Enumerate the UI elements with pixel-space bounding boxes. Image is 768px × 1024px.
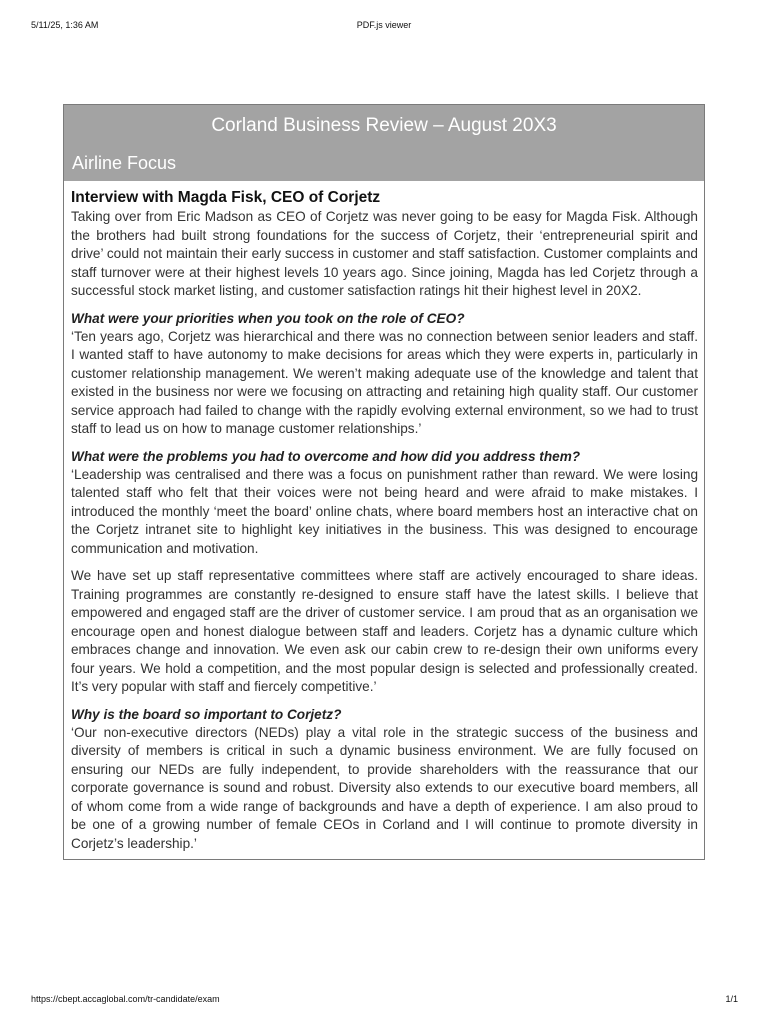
question-3: Why is the board so important to Corjetz? xyxy=(71,706,342,722)
print-footer xyxy=(0,994,768,1006)
question-1: What were your priorities when you took on the role of CEO? xyxy=(71,310,465,326)
print-page-number: 1/1 xyxy=(725,994,738,1004)
article-content xyxy=(64,181,704,859)
title-band xyxy=(64,105,704,181)
question-2: What were the problems you had to overcome and how did you address them? xyxy=(71,448,581,464)
answer-3: ‘Our non-executive directors (NEDs) play a vital role in the strategic success of the business and diversity of members is critical in such a dynamic business environment. We are fully focused on ensuring our NEDs are fully independent, to provide shareholders with the reassurance that our corporate governance is sound and robust. Diversity also extends to our executive board members, all of whom come from a wide range of backgrounds and have a depth of experience. I am also proud to be one of a growing number of female CEOs in Corland and I will continue to promote diversity in Corjetz’s leadership.’ xyxy=(71,724,698,851)
article-headline: Interview with Magda Fisk, CEO of Corjetz xyxy=(71,189,381,206)
publication-title: Corland Business Review – August 20X3 xyxy=(211,115,557,136)
print-header xyxy=(0,20,768,32)
print-page-title: PDF.js viewer xyxy=(356,20,412,30)
section-title: Airline Focus xyxy=(72,153,177,173)
article-box xyxy=(63,104,705,860)
print-datetime: 5/11/25, 1:36 AM xyxy=(31,20,99,30)
answer-2-paragraph-2: We have set up staff representative committees where staff are actively encouraged to share ideas. Training programmes are constantly re-designed to ensure staff have the latest skills. I believe that empowered and engaged staff are the driver of customer service. I am proud that as an organisation we encourage open and honest dialogue between staff and leaders. Corjetz has a dynamic culture which embraces change and innovation. We even ask our cabin crew to re-design their own uniforms every four years. We hold a competition, and the most popular design is selected and professionally created. It’s very popular with staff and fiercely competitive.’ xyxy=(71,568,698,694)
intro-paragraph: Taking over from Eric Madson as CEO of Corjetz was never going to be easy for Magda Fisk. Although the brothers had built strong foundations for the success of Corjetz, their ‘entrepreneurial spirit and drive’ could not maintain their early success in customer and staff satisfaction. Customer complaints and staff turnover were at their highest levels 10 years ago. Since joining, Magda has led Corjetz through a successful stock market listing, and customer satisfaction ratings hit their highest level in 20X2. xyxy=(71,209,698,298)
answer-1: ‘Ten years ago, Corjetz was hierarchical and there was no connection between senior leaders and staff. I wanted staff to have autonomy to make decisions for areas which they were experts in, particularly in customer relationship management. We weren’t making adequate use of the knowledge and talent that existed in the business nor were we focusing on attracting and retaining high quality staff. Our customer service approach had failed to change with the rapidly evolving external environment, so we had to trust staff to lead us on how to manage customer relationships.’ xyxy=(71,328,698,436)
print-url: https://cbept.accaglobal.com/tr-candidate/exam xyxy=(31,994,220,1004)
answer-2-paragraph-1: ‘Leadership was centralised and there was a focus on punishment rather than reward. We were losing talented staff who felt that their voices were not being heard and were afraid to make mistakes. I introduced the monthly ‘meet the board’ online chats, where board members host an interactive chat on the Corjetz intranet site to highlight key initiatives in the business. This was designed to encourage communication and motivation. xyxy=(71,466,698,556)
